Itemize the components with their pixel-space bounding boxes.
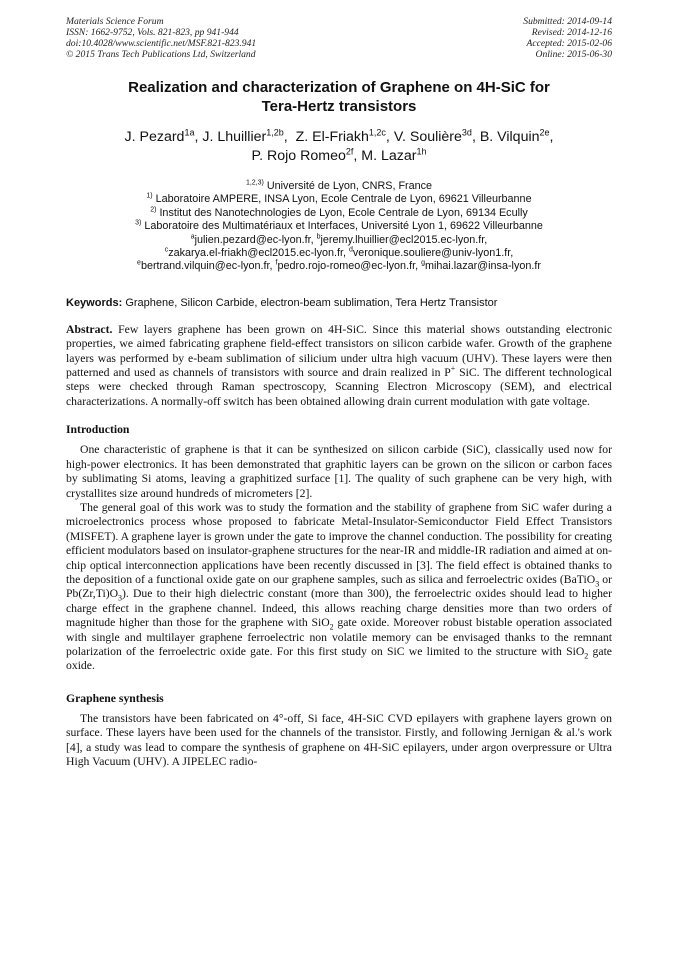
journal-copyright: © 2015 Trans Tech Publications Ltd, Switzerland xyxy=(66,49,256,60)
author: V. Soulière xyxy=(393,129,462,145)
author: Z. El-Friakh xyxy=(295,129,369,145)
abstract-label: Abstract. xyxy=(66,322,113,336)
journal-name: Materials Science Forum xyxy=(66,16,164,27)
submission-dates xyxy=(523,16,612,60)
affiliation-main: $^{1,2,3)}$ Université de Lyon, CNRS, France xyxy=(245,179,433,192)
abstract: Abstract. Few layers graphene has been grown on 4H-SiC. Since this material shows outstanding electronic properties, we aimed fabricating graphene field-effect transistors on silicon carbide wafer. Growth of the graphene layers was performed by e-beam sublimation of silicium under ultra high vacuum (UHV). These layers were then patterned and used as channels of transistors with source and drain realized in P+ SiC. The different technological steps were checked through Raman spectroscopy, Scanning Electron Microscopy (SEM), and electrical characterizations. A normally-off switch has been obtained allowing drain current modulation with gate voltage. xyxy=(66,322,613,408)
email-link[interactable]: zakarya.el-friakh@ecl2015.ec-lyon.fr xyxy=(168,247,343,260)
journal-header xyxy=(66,16,612,60)
date-submitted: Submitted: 2014-09-14 xyxy=(523,16,612,27)
keywords-text: Graphene, Silicon Carbide, electron-beam sublimation, Tera Hertz Transistor xyxy=(125,296,498,309)
affiliation: $^{2)}$ Institut des Nanotechnologies de Lyon, Ecole Centrale de Lyon, 69134 Ecully xyxy=(150,206,528,219)
email-line: $^c$zakarya.el-friakh@ecl2015.ec-lyon.fr, $^d$veronique.souliere@univ-lyon1.fr, xyxy=(164,246,514,260)
date-online: Online: 2015-06-30 xyxy=(535,49,612,60)
introduction-body xyxy=(66,443,612,674)
email-line: $^e$bertrand.vilquin@ec-lyon.fr, $^f$pedro.rojo-romeo@ec-lyon.fr, $^g$mihai.lazar@insa-lyon.fr xyxy=(137,259,541,273)
affiliations xyxy=(66,180,612,274)
paragraph: The general goal of this work was to study the formation and the stability of graphene from SiC wafer during a microelectronics process whose proposed to fabricate Metal-Insulator-Semiconductor Field Effect Transistors (MISFET). A graphene layer is grown under the gate to improve the channel conduction. The possibility for creating efficient modulators based on insulator-graphene structures for the near-IR and middle-IR radiation and aimed at on-chip optical interconnection applications have been recently discussed in [3]. The field effect is obtained thanks to the deposition of a functional oxide gate on our graphene samples, such as silica and ferroelectric oxides (BaTiO$_3$ or $Pb(Zr,Ti)O_3$). Due to their high dielectric constant (more than 300), the ferroelectric oxides should lead to higher charge effect in the graphene channel. Indeed, this allows reaching charge densities more than two orders of magnitude higher than those for the graphene with SiO$_2$ gate oxide. Moreover robust bistable operation associated with single and multilayer graphene ferroelectric non volatile memory can be envisaged thanks to the remnant polarization of the ferroelectric oxide gate. For this first study on SiC we limited to the structure with SiO$_2$ gate oxide. xyxy=(66,500,613,673)
author: M. Lazar xyxy=(361,148,417,164)
keywords-label: Keywords: xyxy=(66,296,123,309)
author: J. Pezard xyxy=(124,129,185,145)
journal-doi: doi:10.4028/www.scientific.net/MSF.821-823.941 xyxy=(66,38,257,49)
email-link[interactable]: bertrand.vilquin@ec-lyon.fr xyxy=(140,260,270,273)
journal-info xyxy=(66,16,256,60)
email-link[interactable]: pedro.rojo-romeo@ec-lyon.fr xyxy=(277,260,416,273)
author-list: J. Pezard$^{1a}$, J. Lhuillier$^{1,2b}$, Z. El-Friakh$^{1,2c}$, V. Soulière$^{3d}$, B. Vilquin$^{2e}$, P. Rojo Romeo$^{2f}$, M. Lazar$^{1h}$ xyxy=(124,127,554,164)
paragraph: The transistors have been fabricated on 4°-off, Si face, 4H-SiC CVD epilayers with graphene layers grown on surface. These layers have been used for the channels of the transistor. Firstly, and following Jernigan & al.'s work [4], a study was lead to compare the synthesis of graphene on 4H-SiC epilayers, under argon overpressure or Ultra High Vacuum (UHV). A JIPELEC radio- xyxy=(66,711,612,768)
synthesis-body xyxy=(66,712,612,770)
date-revised: Revised: 2014-12-16 xyxy=(531,27,612,38)
affiliation: $^{3)}$ Laboratoire des Multimatériaux et Interfaces, Université Lyon 1, 69622 Villeurbanne xyxy=(135,219,543,233)
email-link[interactable]: jeremy.lhuillier@ecl2015.ec-lyon.fr xyxy=(320,233,485,246)
keywords xyxy=(66,296,612,310)
email-line: $^a$julien.pezard@ec-lyon.fr, $^b$jeremy.lhuillier@ecl2015.ec-lyon.fr, xyxy=(190,233,488,246)
section-heading-introduction: Introduction xyxy=(66,423,130,437)
affiliation: $^{1)}$ Laboratoire AMPERE, INSA Lyon, Ecole Centrale de Lyon, 69621 Villeurbanne xyxy=(146,192,532,206)
journal-issn: ISSN: 1662-9752, Vols. 821-823, pp 941-944 xyxy=(66,27,239,38)
paragraph: One characteristic of graphene is that it can be synthesized on silicon carbide (SiC), classically used now for high-power electronics. It has been demonstrated that graphitic layers can be grown on the silicon or carbon faces by sublimating Si atoms, leaving a graphitized surface [1]. The quality of such graphene can be very high, with crystallites size around hundreds of micrometers [2]. xyxy=(66,443,612,500)
author: P. Rojo Romeo xyxy=(251,148,346,164)
email-link[interactable]: mihai.lazar@insa-lyon.fr xyxy=(424,260,541,273)
section-heading-synthesis: Graphene synthesis xyxy=(66,691,164,705)
date-accepted: Accepted: 2015-02-06 xyxy=(526,38,612,49)
email-link[interactable]: veronique.souliere@univ-lyon1.fr xyxy=(352,247,511,260)
email-link[interactable]: julien.pezard@ec-lyon.fr xyxy=(194,233,311,246)
author: B. Vilquin xyxy=(479,129,540,145)
author: J. Lhuillier xyxy=(202,129,267,145)
paper-title: Realization and characterization of Graphene on 4H-SiC for Tera-Hertz transistors xyxy=(128,79,550,115)
